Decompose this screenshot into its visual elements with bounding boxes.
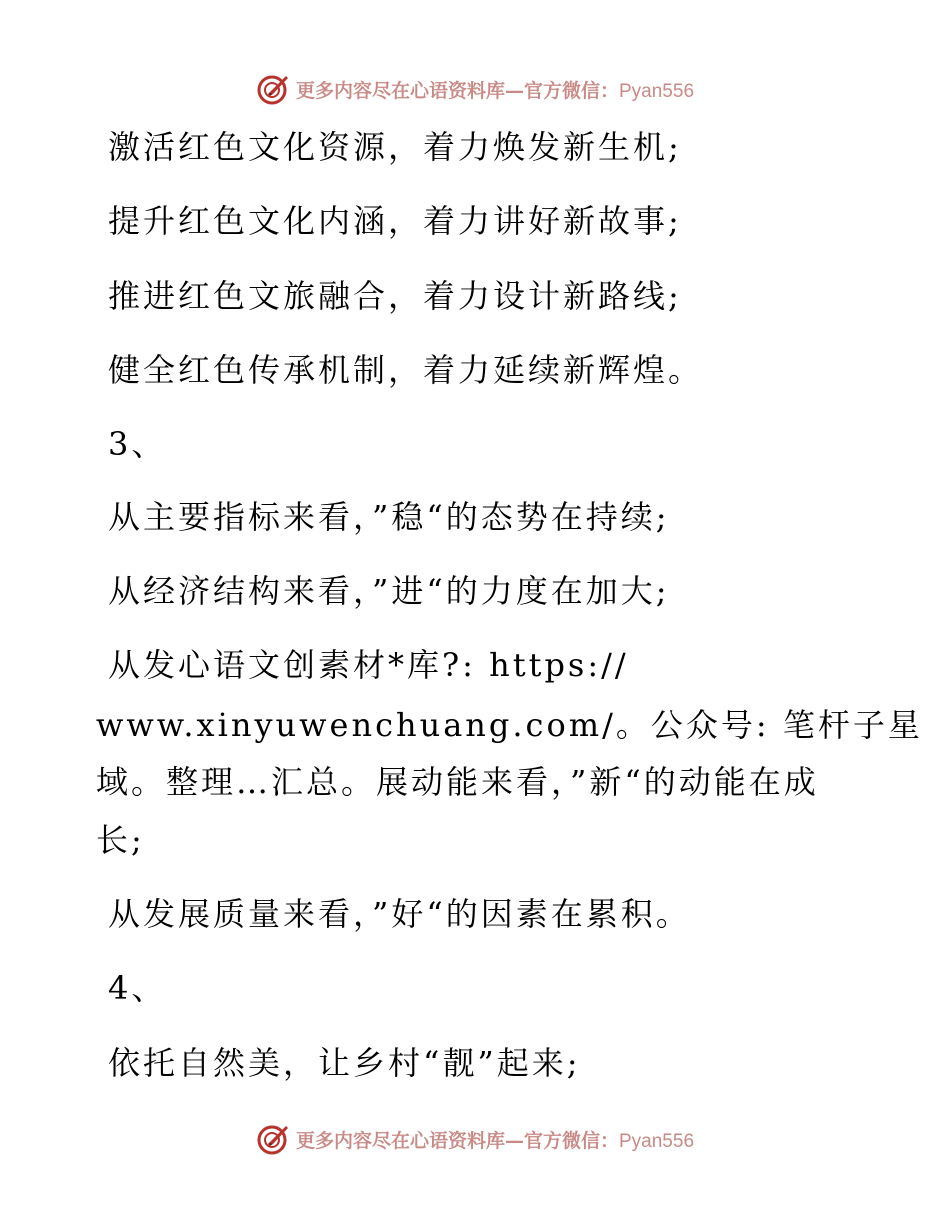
text-line-wrapped: www.xinyuwenchuang.com/。公众号: 笔杆子星 bbox=[96, 706, 923, 744]
text-line: 从发展质量来看，”好“的因素在累积。 bbox=[108, 895, 691, 933]
footer-wechat-id: Pyan556 bbox=[619, 1130, 695, 1152]
quill-logo-icon bbox=[256, 72, 290, 106]
text-line: 从主要指标来看，”稳“的态势在持续; bbox=[108, 498, 670, 536]
header-banner bbox=[0, 72, 950, 106]
section-number: 4、 bbox=[108, 969, 167, 1007]
footer-banner-label: 更多内容尽在心语资料库—官方微信： bbox=[295, 1129, 619, 1152]
text-line: 激活红色文化资源，着力焕发新生机; bbox=[108, 128, 682, 166]
footer-banner-text bbox=[296, 1126, 694, 1153]
text-line-wrapped: 域。整理…汇总。展动能来看，”新“的动能在成 bbox=[96, 763, 819, 801]
header-wechat-id: Pyan556 bbox=[619, 80, 695, 102]
section-number: 3、 bbox=[108, 425, 167, 463]
footer-banner bbox=[0, 1122, 950, 1156]
text-line-wrapped: 长; bbox=[96, 821, 145, 859]
header-banner-text bbox=[296, 76, 694, 103]
text-line: 从经济结构来看，”进“的力度在加大; bbox=[108, 572, 670, 610]
quill-logo-icon bbox=[256, 1122, 290, 1156]
text-line: 推进红色文旅融合，着力设计新路线; bbox=[108, 277, 682, 315]
text-line: 提升红色文化内涵，着力讲好新故事; bbox=[108, 202, 682, 240]
header-banner-label: 更多内容尽在心语资料库—官方微信： bbox=[295, 79, 619, 102]
text-line: 从发心语文创素材*库?: https:// bbox=[108, 646, 629, 684]
text-line: 依托自然美，让乡村“靓”起来; bbox=[108, 1044, 581, 1082]
text-line: 健全红色传承机制，着力延续新辉煌。 bbox=[108, 351, 704, 389]
